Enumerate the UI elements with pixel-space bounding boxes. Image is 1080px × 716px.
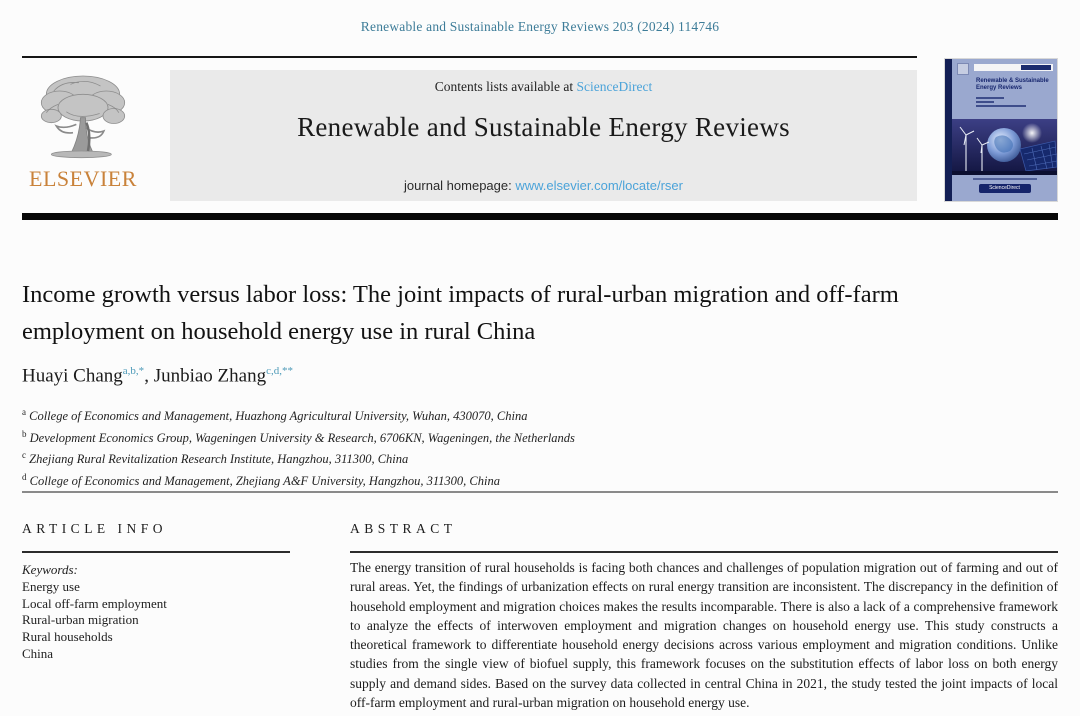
affiliation-d <box>22 469 575 491</box>
affiliation-b-text: Development Economics Group, Wageningen University & Research, 6706KN, Wageningen, the Netherlands <box>26 430 575 445</box>
author-1-affil-marks[interactable]: a,b,* <box>122 365 145 377</box>
cover-editor-lines <box>976 97 1057 107</box>
keyword-item: China <box>22 645 54 661</box>
journal-name: Renewable and Sustainable Energy Reviews <box>297 112 790 142</box>
cover-footer <box>952 175 1057 201</box>
article-info-rule <box>22 551 290 553</box>
affiliation-b <box>22 426 575 448</box>
affiliation-a-text: College of Economics and Management, Huazhong Agricultural University, Wuhan, 430070, China <box>26 409 528 424</box>
contents-line <box>170 79 917 95</box>
elsevier-logo <box>22 64 144 202</box>
author-1: Huayi Chang <box>22 365 123 387</box>
elsevier-tree-icon <box>33 64 133 168</box>
abstract-rule <box>350 551 1058 553</box>
author-2: Junbiao Zhang <box>153 365 267 387</box>
elsevier-wordmark: ELSEVIER <box>29 166 137 191</box>
abstract-text <box>350 558 1058 716</box>
cover-top-band <box>974 64 1053 71</box>
contents-prefix: Contents lists available at <box>434 79 577 94</box>
affiliation-d-mark: d <box>22 471 27 482</box>
keyword-item: Energy use <box>22 578 80 594</box>
homepage-prefix: journal homepage: <box>404 178 516 193</box>
cover-issue-label <box>1021 65 1051 70</box>
abstract-heading: ABSTRACT <box>350 521 457 536</box>
journal-citation: Renewable and Sustainable Energy Reviews 203 (2024) 114746 <box>360 19 720 34</box>
cover-logo-square <box>957 63 969 75</box>
article-info-heading: ARTICLE INFO <box>22 521 168 536</box>
abstract-paragraph: The energy transition of rural households is facing both chances and challenges of population migration out of farming and out of rural areas. Yet, the findings of urbanization effects on rural energy transition are inconsistent. The discrepancy in the definition of household employment and migration choices makes the results incomparable. There is also a lack of a comprehensive framework to analyze the effects of interwoven employment and migration changes on household energy use. This study constructs a theoretical framework to differentiate household energy decisions across various employment and migration conditions. Unlike studies from the single view of biofuel supply, this framework focuses on the substitution effects of labor loss on both energy supply and demand sides. Based on the survey data collected in central China in 2021, the study tested the <box>350 560 1058 691</box>
author-2-affil-marks[interactable]: c,d,** <box>266 365 293 377</box>
affiliation-d-text: College of Economics and Management, Zhejiang A&F University, Hangzhou, 311300, China <box>26 474 500 489</box>
journal-cover-thumbnail <box>945 59 1057 201</box>
keywords-block <box>22 562 322 663</box>
homepage-link[interactable]: www.elsevier.com/locate/rser <box>515 178 683 193</box>
cover-footer-line <box>973 178 1037 180</box>
homepage-line <box>170 178 917 193</box>
top-rule <box>22 56 917 58</box>
journal-banner <box>170 70 917 201</box>
affiliation-c <box>22 447 575 469</box>
header-divider-bar <box>22 213 1058 220</box>
article-title: Income growth versus labor loss: The joint impacts of rural-urban migration and off-farm employment on household energy use in rural China <box>22 281 899 345</box>
affiliation-a-mark: a <box>22 407 26 417</box>
affiliation-c-mark: c <box>22 450 26 461</box>
affiliation-a <box>22 404 575 426</box>
keywords-label: Keywords: <box>22 562 78 577</box>
affiliation-c-text: Zhejiang Rural Revitalization Research Institute, Hangzhou, 311300, China <box>26 452 409 467</box>
section-divider-rule <box>22 491 1058 493</box>
cover-photo-energy-collage <box>952 119 1057 175</box>
keyword-item: Local off-farm employment <box>22 595 167 611</box>
abstract-paragraph-clipped: joint impacts of local off-farm employment and rural-urban migration on household energy use. <box>350 675 1058 711</box>
keyword-item: Rural-urban migration <box>22 612 139 628</box>
affiliation-b-mark: b <box>22 428 27 439</box>
sciencedirect-link[interactable]: ScienceDirect <box>576 79 653 94</box>
keyword-item: Rural households <box>22 629 113 645</box>
author-line <box>22 365 293 387</box>
cover-sciencedirect-badge: ScienceDirect <box>979 184 1031 193</box>
cover-masthead: Renewable & Sustainable Energy Reviews <box>976 78 1049 91</box>
author-separator: , <box>144 365 154 387</box>
affiliation-list <box>22 404 575 491</box>
